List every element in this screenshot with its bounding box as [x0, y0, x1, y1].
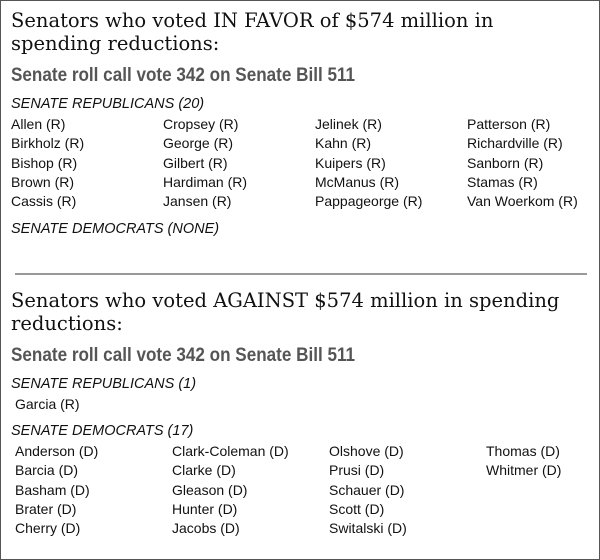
senator-name: Jacobs (D) [172, 520, 240, 537]
senator-name: Basham (D) [15, 481, 90, 498]
senator-name: Cherry (D) [15, 520, 81, 537]
senator-name: Pappageorge (R) [315, 193, 423, 210]
against-republicans-list [11, 395, 591, 414]
senator-name: Sanborn (R) [467, 154, 544, 171]
senator-name: Hunter (D) [172, 500, 238, 517]
senator-name: Thomas (D) [486, 443, 560, 459]
senator-name: George (R) [163, 135, 234, 152]
senator-name: Hardiman (R) [163, 173, 248, 190]
senator-name: McManus (R) [315, 173, 400, 190]
senator-name: Barcia (D) [15, 462, 79, 479]
senator-name: Whitmer (D) [486, 462, 562, 479]
senator-name: Richardville (R) [467, 135, 563, 152]
senator-name: Brown (R) [11, 173, 75, 190]
senator-name: Patterson (R) [467, 116, 551, 132]
senator-name: Bishop (R) [11, 154, 78, 171]
senator-name: Garcia (R) [15, 396, 80, 412]
senator-name: Gleason (D) [172, 481, 248, 498]
in-favor-subhead: Senate roll call vote 342 on Senate Bill 511 [11, 65, 356, 86]
senator-name: Stamas (R) [467, 173, 538, 190]
senator-name: Kahn (R) [315, 135, 372, 152]
senator-name: Cassis (R) [11, 193, 77, 210]
against-subhead: Senate roll call vote 342 on Senate Bill 511 [11, 345, 356, 366]
senator-name: Gilbert (R) [163, 154, 228, 171]
in-favor-democrats-label: SENATE DEMOCRATS (NONE) [11, 221, 220, 238]
senator-name: Schauer (D) [329, 481, 405, 498]
senator-name: Clarke (D) [172, 462, 236, 479]
senator-name: Cropsey (R) [163, 116, 239, 132]
in-favor-section [11, 9, 591, 238]
against-democrats-list [15, 442, 591, 538]
senator-name: Anderson (D) [15, 443, 99, 459]
against-section [11, 289, 591, 538]
senator-name: Jansen (R) [163, 193, 232, 210]
section-divider [15, 273, 587, 275]
in-favor-republicans-list [11, 115, 591, 211]
senator-name: Birkholz (R) [11, 135, 85, 152]
senator-name: Brater (D) [15, 500, 77, 517]
senator-name: Allen (R) [11, 116, 66, 132]
senator-name: Scott (D) [329, 500, 385, 517]
senator-name: Kuipers (R) [315, 154, 386, 171]
senator-name: Olshove (D) [329, 443, 404, 459]
senator-name: Prusi (D) [329, 462, 385, 479]
senator-name: Jelinek (R) [315, 116, 382, 132]
against-democrats-label: SENATE DEMOCRATS (17) [11, 423, 194, 439]
against-republicans-label: SENATE REPUBLICANS (1) [11, 376, 197, 392]
senator-name: Switalski (D) [329, 520, 407, 537]
senator-name: Clark-Coleman (D) [172, 443, 289, 459]
in-favor-headline: Senators who voted IN FAVOR of $574 million in spending reductions: [11, 9, 494, 55]
senator-name: Van Woerkom (R) [467, 193, 578, 210]
in-favor-republicans-label: SENATE REPUBLICANS (20) [11, 96, 205, 112]
against-headline: Senators who voted AGAINST $574 million in spending reductions: [11, 289, 560, 335]
